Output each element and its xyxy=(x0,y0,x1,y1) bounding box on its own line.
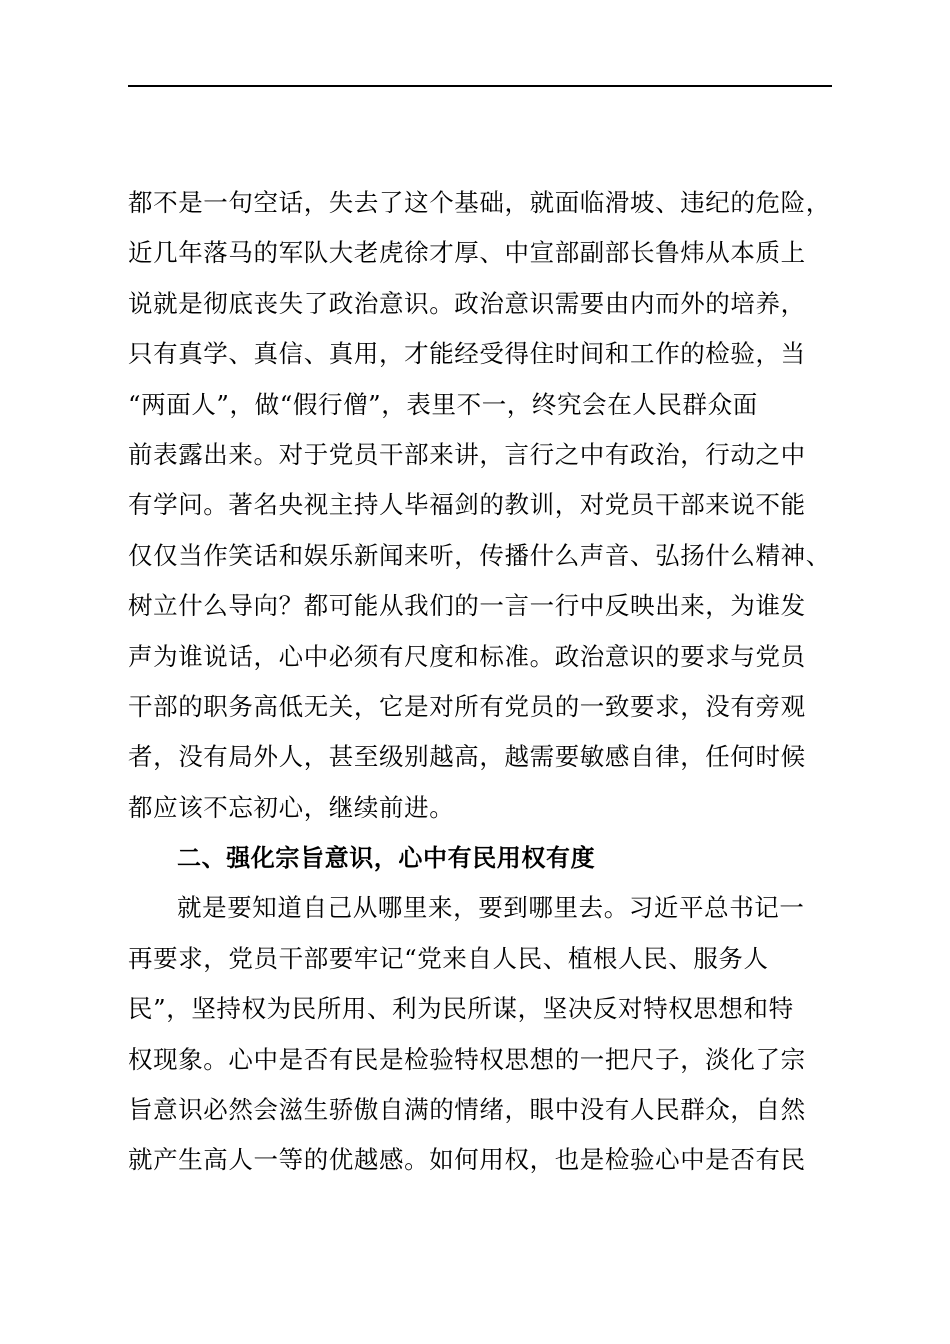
document-body xyxy=(128,178,868,1186)
paragraph-line: 再要求，党员干部要牢记“党来自人民、植根人民、服务人 xyxy=(128,943,769,973)
paragraph-line: 就产生高人一等的优越感。如何用权，也是检验心中是否有民 xyxy=(128,1145,806,1175)
paragraph-line: 声为谁说话，心中必须有尺度和标准。政治意识的要求与党员 xyxy=(128,641,806,671)
paragraph-line: 干部的职务高低无关，它是对所有党员的一致要求，没有旁观 xyxy=(128,691,806,721)
paragraph-line: 者，没有局外人，甚至级别越高，越需要敏感自律，任何时候 xyxy=(128,742,806,772)
paragraph-line: 前表露出来。对于党员干部来讲，言行之中有政治，行动之中 xyxy=(128,439,806,469)
paragraph-line: 树立什么导向？都可能从我们的一言一行中反映出来，为谁发 xyxy=(128,591,806,621)
paragraph-line: 都不是一句空话，失去了这个基础，就面临滑坡、违纪的危险， xyxy=(128,188,831,217)
paragraph-line: 权现象。心中是否有民是检验特权思想的一把尺子，淡化了宗 xyxy=(128,1044,806,1074)
section-heading: 二、强化宗旨意识，心中有民用权有度 xyxy=(177,844,596,873)
paragraph-line: 旨意识必然会滋生骄傲自满的情绪，眼中没有人民群众，自然 xyxy=(128,1095,806,1125)
paragraph-line: 有学问。著名央视主持人毕福剑的教训，对党员干部来说不能 xyxy=(128,490,806,520)
header-rule xyxy=(128,85,832,87)
paragraph-line: 只有真学、真信、真用，才能经受得住时间和工作的检验，当 xyxy=(128,339,806,369)
paragraph-line: 仅仅当作笑话和娱乐新闻来听，传播什么声音、弘扬什么精神、 xyxy=(128,540,831,570)
paragraph-line: 说就是彻底丧失了政治意识。政治意识需要由内而外的培养， xyxy=(128,288,806,318)
paragraph-line: 民”，坚持权为民所用、利为民所谋，坚决反对特权思想和特 xyxy=(128,994,794,1024)
paragraph-line: 近几年落马的军队大老虎徐才厚、中宣部副部长鲁炜从本质上 xyxy=(128,238,806,268)
paragraph-line: 都应该不忘初心，继续前进。 xyxy=(128,792,455,822)
paragraph-line: 就是要知道自己从哪里来，要到哪里去。习近平总书记一 xyxy=(177,893,805,923)
paragraph-line: “两面人”，做“假行僧”，表里不一，终究会在人民群众面 xyxy=(128,389,758,419)
